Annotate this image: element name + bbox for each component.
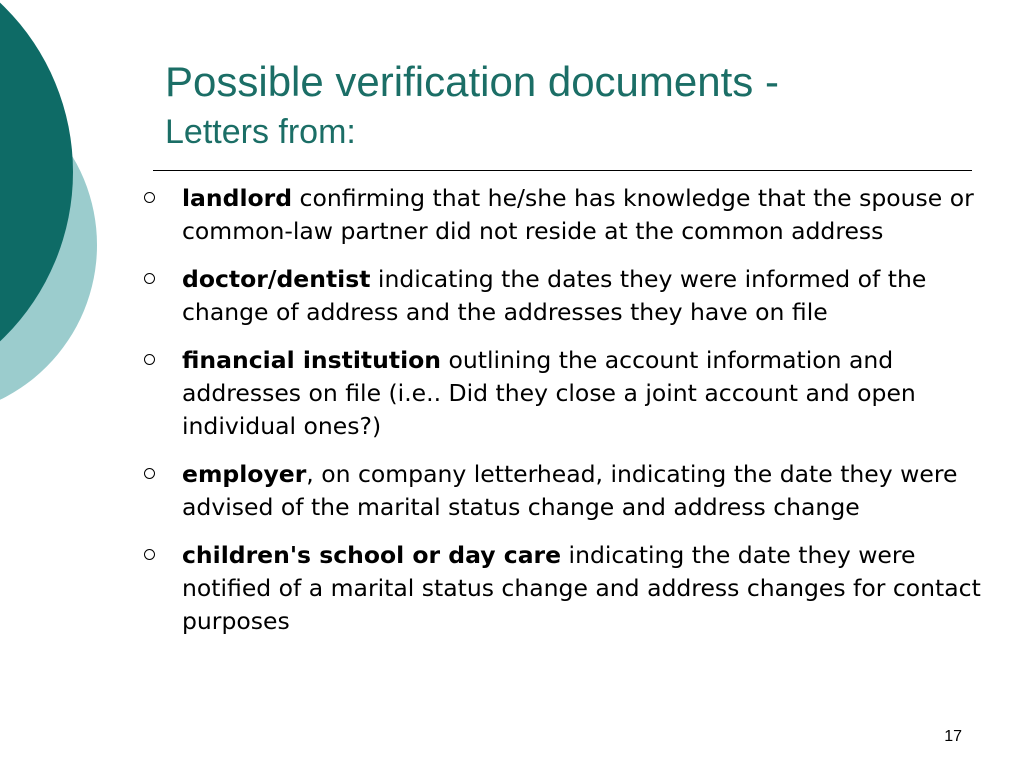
hollow-circle-bullet-icon (144, 354, 155, 365)
bullet-term: financial institution (182, 346, 442, 374)
bullet-text: confirming that he/she has knowledge that the spouse or common-law partner did not reside at the common address (182, 184, 974, 245)
bullet-term: employer (182, 460, 307, 488)
title-divider (153, 170, 972, 171)
hollow-circle-bullet-icon (144, 549, 155, 560)
bullet-text: , on company letterhead, indicating the date they were advised of the marital status change and address change (182, 460, 958, 521)
bullet-item-doctor-dentist (0, 263, 1024, 329)
bullet-text: indicating the date they were notified of a marital status change and address changes for contact purposes (182, 541, 981, 635)
hollow-circle-bullet-icon (144, 273, 155, 284)
bullet-term: children's school or day care (182, 541, 562, 569)
slide-title: Possible verification documents - (165, 58, 779, 105)
slide-subtitle: Letters from: (165, 113, 356, 151)
bullet-item-financial-institution (0, 344, 1024, 443)
bullet-item-employer (0, 458, 1024, 524)
bullet-term: doctor/dentist (182, 265, 371, 293)
bullet-item-school-day-care (0, 539, 1024, 638)
bullet-text: indicating the dates they were informed of the change of address and the addresses they have on file (182, 265, 927, 326)
bullet-item-landlord (0, 182, 1024, 248)
bullet-term: landlord (182, 184, 293, 212)
bullet-text: outlining the account information and addresses on file (i.e.. Did they close a joint account and open individual ones?) (182, 346, 916, 440)
bullet-list (0, 182, 1024, 653)
page-number: 17 (944, 728, 962, 745)
hollow-circle-bullet-icon (144, 468, 155, 479)
hollow-circle-bullet-icon (144, 192, 155, 203)
